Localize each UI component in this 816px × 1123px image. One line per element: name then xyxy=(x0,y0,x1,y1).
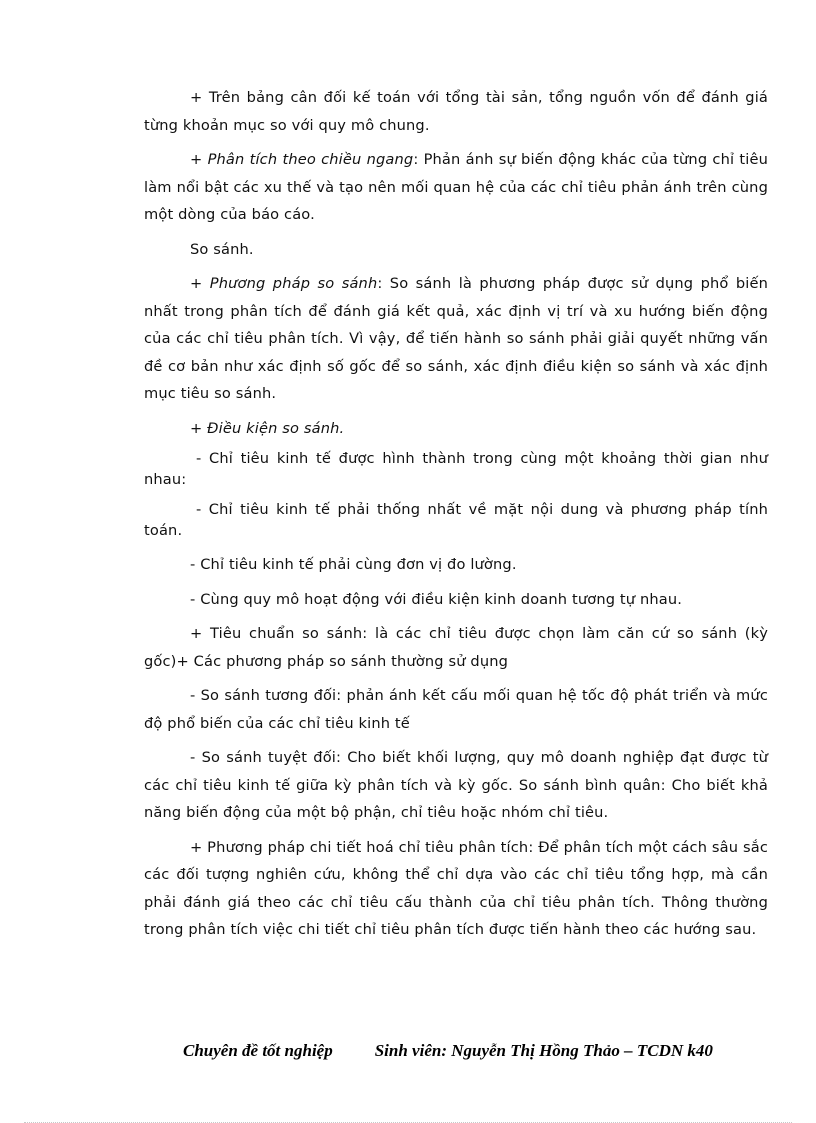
paragraph-horizontal-analysis xyxy=(144,146,768,229)
paragraph-so-sanh-heading xyxy=(144,236,768,264)
paragraph-text: + Trên bảng cân đối kế toán với tổng tài sản, tổng nguồn vốn để đánh giá từng khoản mục so với quy mô chung. xyxy=(144,89,768,134)
paragraph-condition-unit xyxy=(144,551,768,579)
paragraph-condition-time xyxy=(144,449,768,490)
paragraph-text: + Tiêu chuẩn so sánh: là các chỉ tiêu được chọn làm căn cứ so sánh (kỳ gốc)+ Các phương pháp so sánh thường sử dụng xyxy=(144,625,768,670)
paragraph-text: - So sánh tương đối: phản ánh kết cấu mối quan hệ tốc độ phát triển và mức độ phổ biến của các chỉ tiêu kinh tế xyxy=(144,687,768,732)
paragraph-italic-label: Phương pháp so sánh xyxy=(209,275,378,292)
document-body xyxy=(144,84,768,951)
paragraph-italic-label: Phân tích theo chiều ngang xyxy=(207,151,414,168)
paragraph-relative-comparison xyxy=(144,682,768,737)
page-footer xyxy=(183,1041,783,1061)
paragraph-text: - Chỉ tiêu kinh tế phải thống nhất về mặt nội dung và phương pháp tính toán. xyxy=(144,501,768,539)
paragraph-condition-content xyxy=(144,500,768,541)
paragraph-text: + Phương pháp chi tiết hoá chỉ tiêu phân tích: Để phân tích một cách sâu sắc các đối tượng nghiên cứu, không thể chỉ dựa vào các chỉ tiêu tổng hợp, mà cần phải đánh giá theo các chỉ tiêu cấu thành của chỉ tiêu phân tích. Thông thường trong phân tích việc chi tiết chỉ tiêu phân tích được tiến hành theo các hướng sau. xyxy=(144,838,768,938)
paragraph-comparison-standard xyxy=(144,620,768,675)
footer-student: Sinh viên: Nguyễn Thị Hồng Thảo – TCDN k40 xyxy=(374,1041,713,1060)
footer-title: Chuyên đề tốt nghiệp xyxy=(183,1041,333,1060)
paragraph-text: : So sánh là phương pháp được sử dụng phổ biến nhất trong phân tích để đánh giá kết quả, xác định vị trí và xu hướng biến động của các chỉ tiêu phân tích. Vì vậy, để tiến hành so sánh phải giải quyết những vấn đề cơ bản như xác định số gốc để so sánh, xác định điều kiện so sánh và xác định mục tiêu so sánh. xyxy=(144,275,768,402)
paragraph-condition-scale xyxy=(144,586,768,614)
paragraph-text: : Phản ánh sự biến động khác của từng chỉ tiêu làm nổi bật các xu thế và tạo nên mối quan hệ của các chỉ tiêu phản ánh trên cùng một dòng của báo cáo. xyxy=(144,151,769,223)
paragraph-prefix: + xyxy=(190,151,208,168)
paragraph-detail-method xyxy=(144,834,768,944)
paragraph-absolute-comparison xyxy=(144,744,768,827)
paragraph-balance-sheet xyxy=(144,84,768,139)
paragraph-prefix: + xyxy=(190,275,210,292)
paragraph-text: - So sánh tuyệt đối: Cho biết khối lượng, quy mô doanh nghiệp đạt được từ các chỉ tiêu kinh tế giữa kỳ phân tích và kỳ gốc. So sánh bình quân: Cho biết khả năng biến động của một bộ phận, chỉ tiêu hoặc nhóm chỉ tiêu. xyxy=(144,749,768,821)
paragraph-comparison-method xyxy=(144,270,768,408)
paragraph-text: - Chỉ tiêu kinh tế phải cùng đơn vị đo lường. xyxy=(190,556,517,573)
paragraph-text: - Chỉ tiêu kinh tế được hình thành trong cùng một khoảng thời gian như nhau: xyxy=(144,450,768,488)
paragraph-text: - Cùng quy mô hoạt động với điều kiện kinh doanh tương tự nhau. xyxy=(190,590,683,608)
paragraph-text: + Điều kiện so sánh. xyxy=(190,419,345,437)
paragraph-text: So sánh. xyxy=(190,240,254,258)
paragraph-comparison-conditions xyxy=(144,415,768,443)
